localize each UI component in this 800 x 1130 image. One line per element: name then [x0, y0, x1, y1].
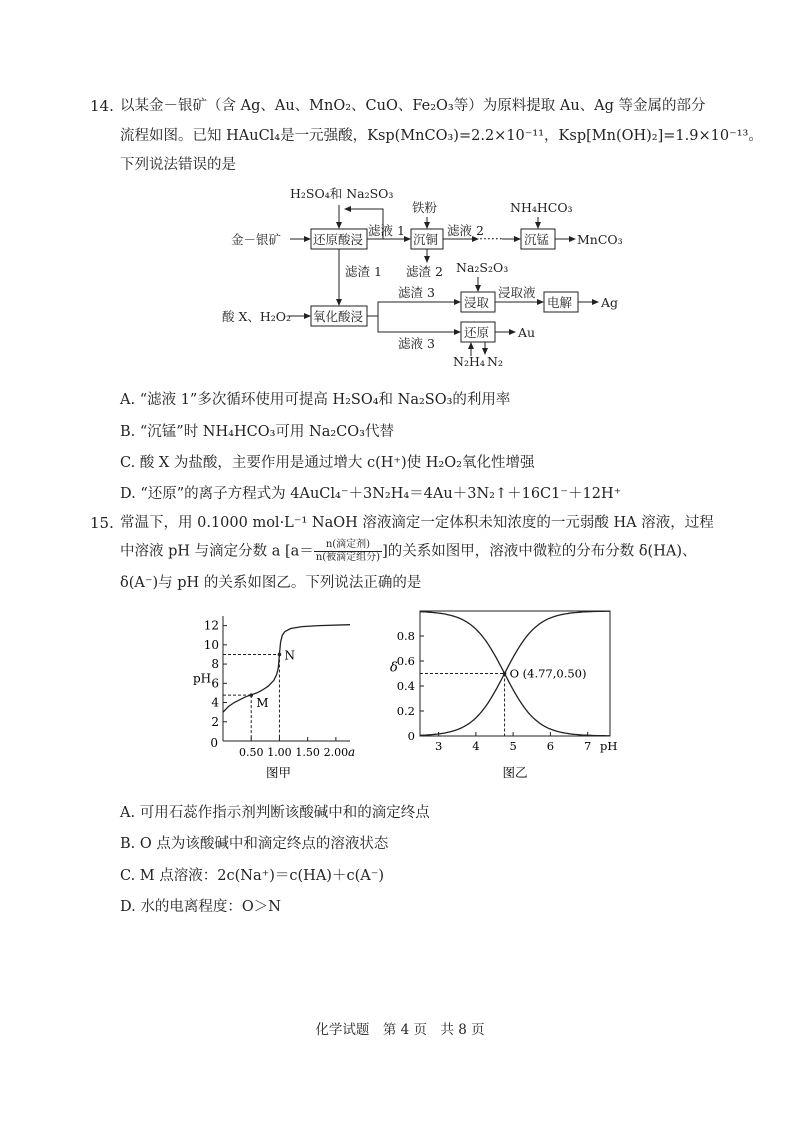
x-tick-label: 6: [546, 739, 555, 753]
box-oxid-leach-label: 氧化酸浸: [313, 309, 364, 324]
y-tick-label: 0: [407, 729, 415, 743]
label-acid-x: 酸 X、H₂O₂: [222, 309, 292, 324]
titration-curve: [223, 625, 350, 713]
y-tick-label: 8: [211, 657, 219, 672]
box-reduce-leach-label: 还原酸浸: [313, 232, 364, 247]
x-tick-label: 5: [509, 739, 517, 753]
q15-line1: 常温下，用 0.1000 mol·L⁻¹ NaOH 溶液滴定一定体积未知浓度的一元弱酸 HA 溶液，过程: [120, 515, 714, 531]
x-axis-label: a: [348, 745, 356, 759]
q14-option-d: D. “还原”的离子方程式为 4AuCl₄⁻＋3N₂H₄＝4Au＋3N₂↑＋16C1⁻＋12H⁺: [120, 486, 622, 502]
x-tick-label: 7: [583, 739, 592, 753]
origin-label: 0: [210, 736, 218, 750]
y-tick-label: 2: [211, 714, 219, 729]
y-axis-label: pH: [193, 671, 212, 686]
label-nh4hco3: NH₄HCO₃: [510, 200, 573, 215]
box-reduction-label: 还原: [464, 325, 490, 340]
label-au: Au: [518, 325, 536, 340]
x-tick-label: 1.00: [267, 746, 292, 759]
label-residue2: 滤渣 2: [406, 264, 443, 279]
y-tick-label: 4: [211, 695, 219, 710]
box-electro-label: 电解: [547, 295, 573, 310]
label-dots: ······: [479, 231, 503, 246]
box-precip-cu-label: 沉铜: [413, 232, 439, 247]
label-ag: Ag: [601, 295, 619, 310]
q14-line3: 下列说法错误的是: [120, 157, 236, 173]
x-tick-label: 2.00: [323, 746, 349, 759]
point-M: [249, 693, 253, 697]
q15-line2-pre: 中溶液 pH 与滴定分数 a [a＝: [120, 543, 314, 560]
page-footer: 化学试题 第 4 页 共 8 页: [315, 1022, 485, 1038]
x-tick-label: 1.50: [295, 746, 320, 759]
point-N: [278, 653, 282, 657]
label-mnco3: MnCO₃: [577, 232, 623, 247]
label-ore: 金－银矿: [231, 232, 282, 247]
q15-number: 15.: [90, 514, 114, 532]
y-tick-label: 0.8: [396, 629, 415, 643]
label-leachate: 浸取液: [498, 285, 536, 300]
label-filtrate1: 滤液 1: [368, 223, 405, 238]
label-filtrate2: 滤液 2: [447, 223, 484, 238]
titration-fraction: [314, 539, 382, 564]
q15-option-a: A. 可用石蕊作指示剂判断该酸碱中和的滴定终点: [120, 805, 430, 821]
chart-jia: [185, 610, 360, 785]
y-tick-label: 12: [203, 618, 219, 633]
y-tick-label: 0.2: [396, 704, 415, 718]
q15-line2-post: ]的关系如图甲，溶液中微粒的分布分数 δ(HA)、: [382, 543, 697, 560]
q14-option-c: C. 酸 X 为盐酸，主要作用是通过增大 c(H⁺)使 H₂O₂氧化性增强: [120, 455, 535, 471]
y-tick-label: 6: [211, 676, 219, 691]
q15-line3: δ(A⁻)与 pH 的关系如图乙。下列说法正确的是: [120, 575, 422, 591]
y-tick-label: 0.6: [396, 654, 415, 668]
box-leach-label: 浸取: [464, 295, 490, 310]
q14-number: 14.: [90, 97, 114, 115]
point-label-N: N: [284, 648, 295, 663]
label-iron: 铁粉: [412, 200, 438, 215]
x-tick-label: 0.50: [238, 746, 264, 759]
label-residue3b: 滤液 3: [398, 336, 435, 351]
q14-line1: 以某金－银矿（含 Ag、Au、MnO₂、CuO、Fe₂O₃等）为原料提取 Au、Ag 等金属的部分: [120, 98, 706, 114]
q15-option-b: B. O 点为该酸碱中和滴定终点的溶液状态: [120, 836, 389, 852]
chart-title: 图甲: [265, 765, 292, 780]
fraction-denominator: n(被滴定组分): [315, 552, 381, 563]
chart-title: 图乙: [502, 765, 528, 780]
q15-line2: [120, 539, 697, 564]
point-O: [503, 672, 507, 676]
label-n2h4: N₂H₄: [453, 354, 485, 369]
point-label-M: M: [256, 696, 269, 711]
label-n2: N₂: [487, 354, 503, 369]
box-precip-mn-label: 沉锰: [524, 232, 550, 247]
x-axis-label: pH: [600, 739, 618, 753]
label-na2s2o3: Na₂S₂O₃: [456, 260, 509, 275]
point-label-O: O (4.77,0.50): [509, 666, 587, 681]
x-tick-label: 4: [472, 739, 480, 753]
y-tick-label: 0.4: [396, 679, 415, 693]
process-flowchart: [0, 0, 800, 380]
label-residue1: 滤渣 1: [345, 264, 382, 279]
chart-yi: [385, 605, 625, 785]
x-tick-label: 3: [434, 739, 443, 753]
label-top-reagent: H₂SO₄和 Na₂SO₃: [290, 186, 394, 201]
q14-option-a: A. “滤液 1”多次循环使用可提高 H₂SO₄和 Na₂SO₃的利用率: [120, 392, 511, 408]
q14-line2: 流程如图。已知 HAuCl₄是一元强酸，Ksp(MnCO₃)=2.2×10⁻¹¹，Ksp[Mn(OH)₂]=1.9×10⁻¹³。: [120, 128, 763, 144]
q14-option-b: B. “沉锰”时 NH₄HCO₃可用 Na₂CO₃代替: [120, 424, 394, 440]
fraction-numerator: n(滴定剂): [314, 539, 382, 552]
label-residue3a: 滤渣 3: [398, 285, 435, 300]
y-tick-label: 10: [203, 637, 219, 652]
q15-option-c: C. M 点溶液：2c(Na⁺)＝c(HA)＋c(A⁻): [120, 868, 385, 884]
y-axis-label: δ: [390, 660, 398, 676]
q15-option-d: D. 水的电离程度：O＞N: [120, 899, 281, 915]
